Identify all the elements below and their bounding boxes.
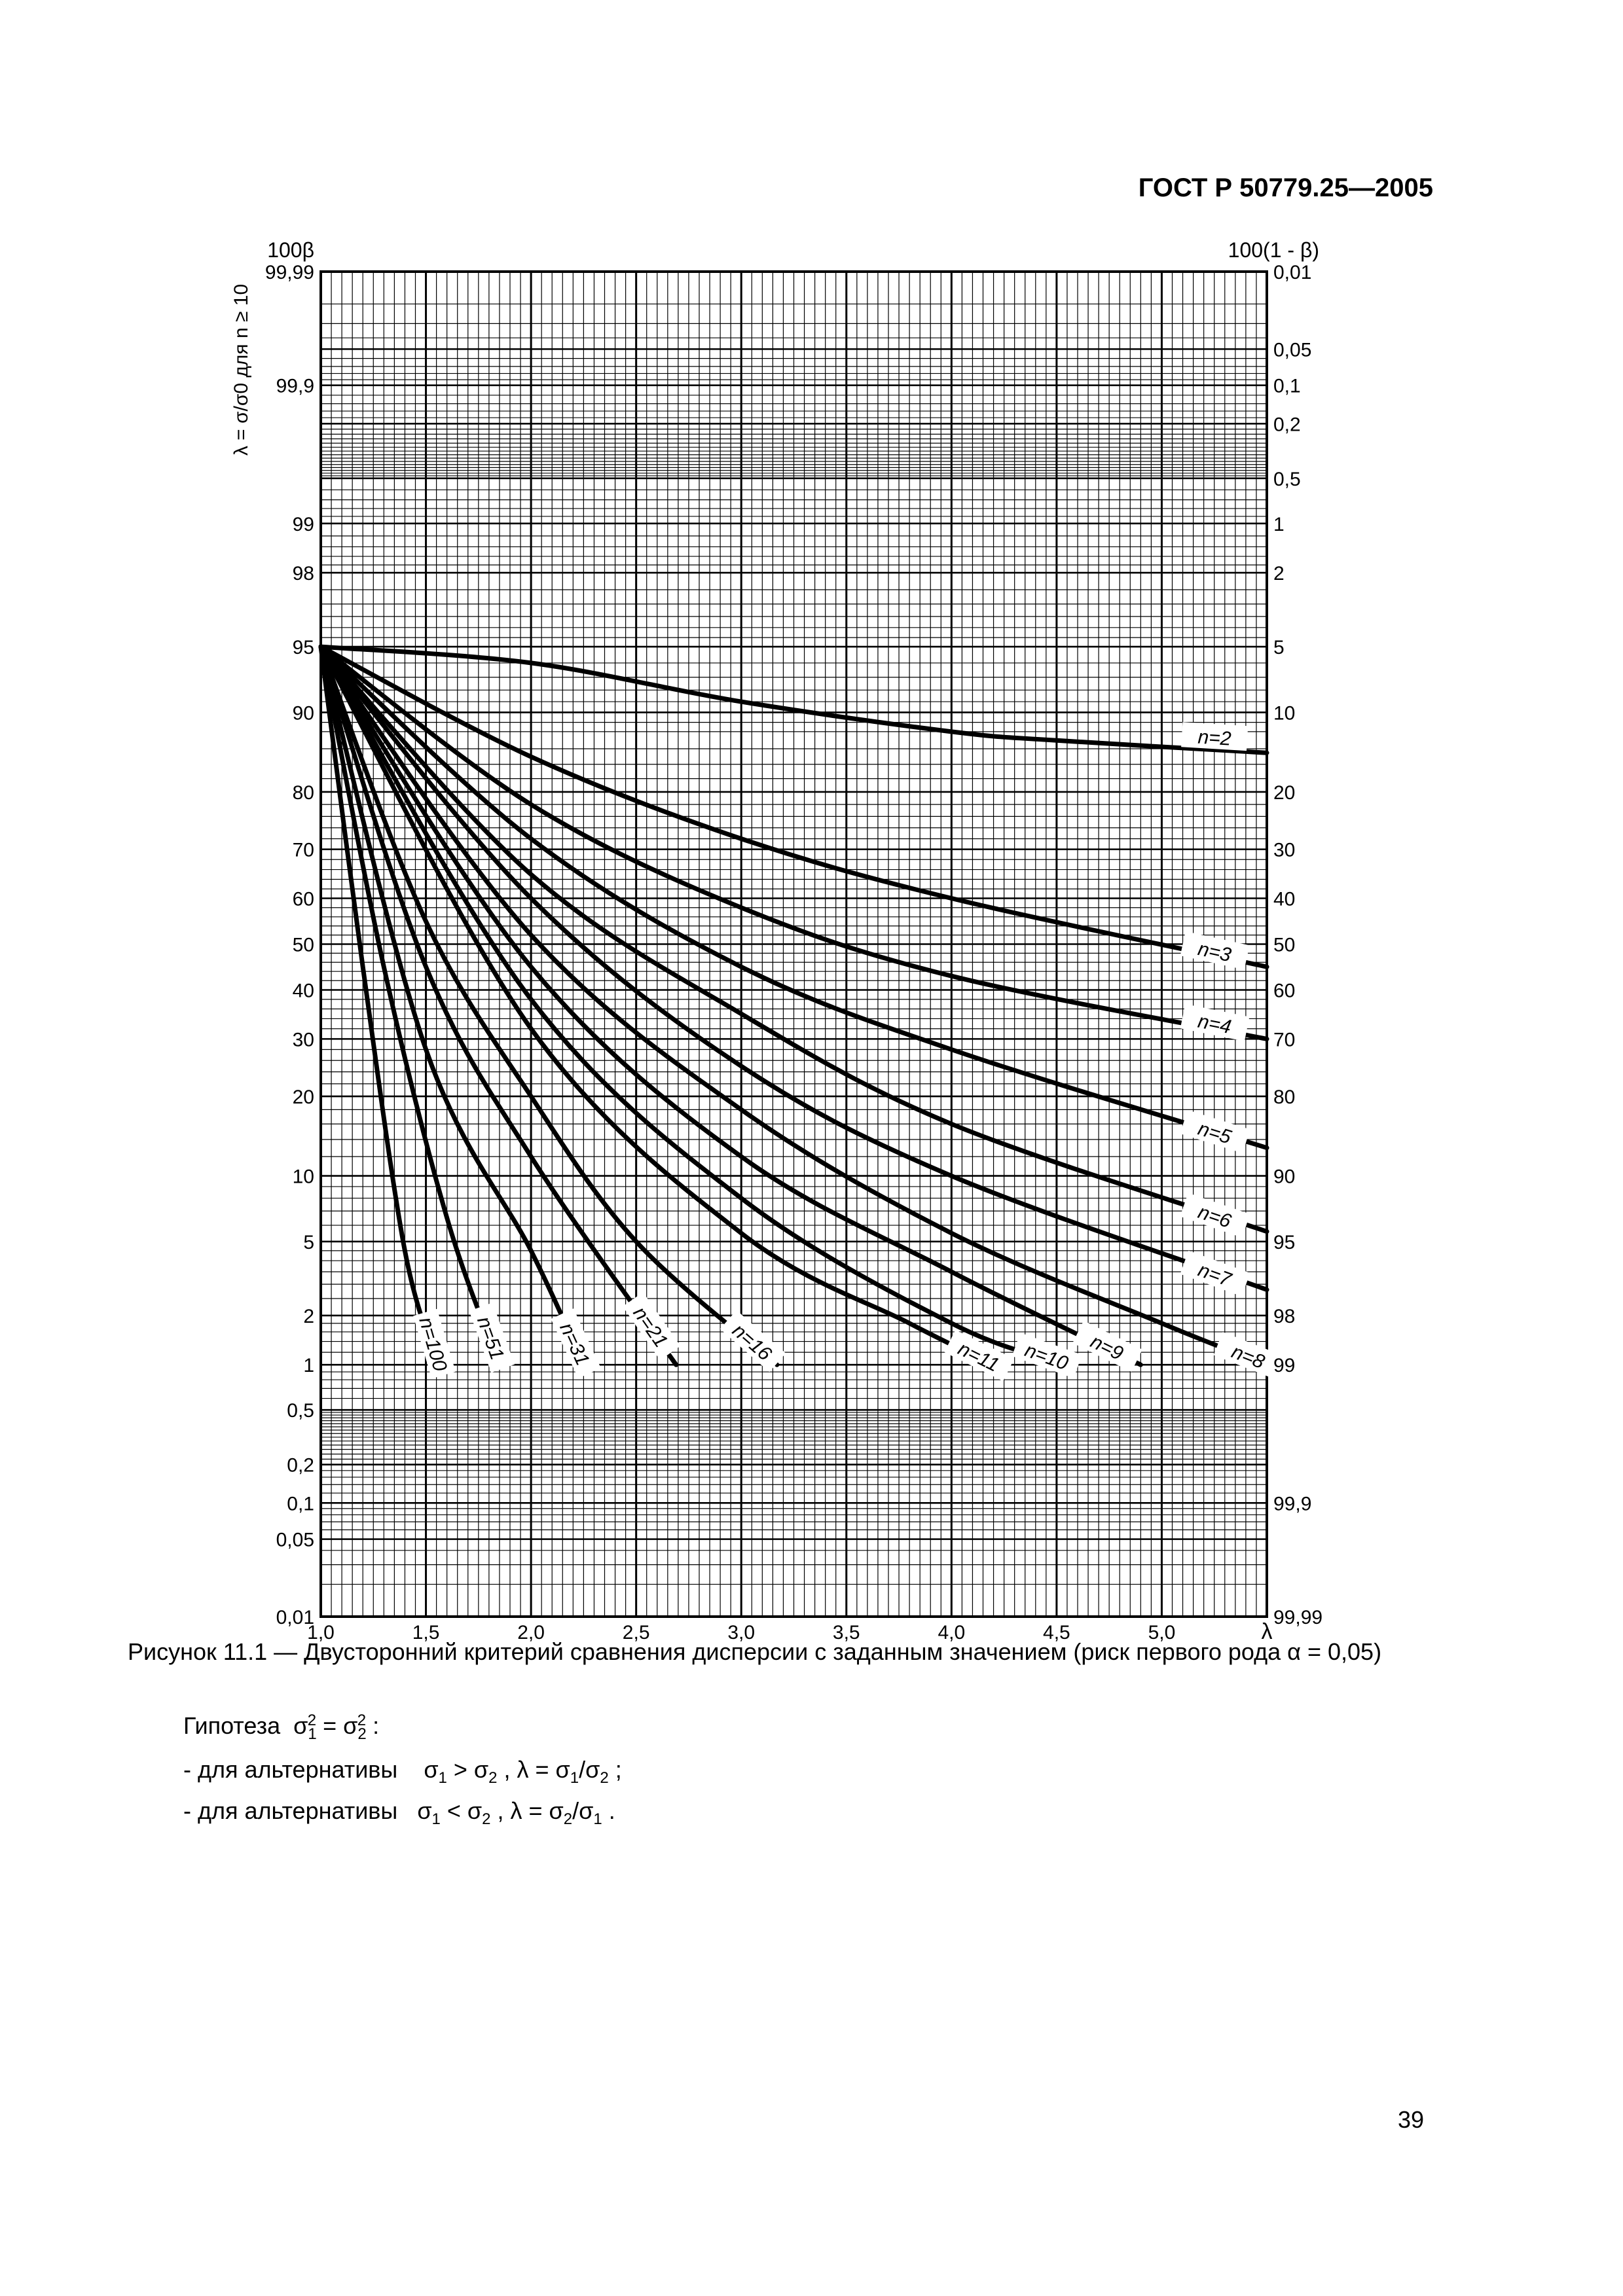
- page-number: 39: [1398, 2106, 1425, 2133]
- series-label: n=31: [555, 1319, 594, 1369]
- right-tick-label: 10: [1273, 702, 1296, 725]
- series-label-group: [623, 1292, 680, 1360]
- left-tick-label: 90: [292, 702, 314, 725]
- series-label: n=100: [414, 1314, 451, 1374]
- right-tick-label: 0,05: [1273, 339, 1312, 361]
- right-tick-label: 30: [1273, 839, 1296, 861]
- series-label: n=7: [1195, 1259, 1234, 1291]
- left-tick-label: 80: [292, 781, 314, 804]
- alternative-line-1: - для альтернативы $\sigma_1 > \sigma_2$ , $\lambda = \sigma_1/\sigma_2$ ;: [183, 1756, 622, 1787]
- left-tick-label: 98: [292, 563, 314, 585]
- y-axis-label-right: 100(1 - β): [1228, 238, 1319, 262]
- series-label: n=8: [1228, 1340, 1268, 1374]
- left-tick-label: 2: [303, 1305, 314, 1327]
- series-label: n=6: [1195, 1201, 1234, 1232]
- x-tick-label: 2,0: [517, 1622, 545, 1643]
- right-tick-label: 80: [1273, 1086, 1296, 1109]
- alternative-2-prefix: - для альтернативы: [183, 1797, 398, 1824]
- series-label: n=11: [955, 1338, 1003, 1376]
- left-tick-label: 99,9: [276, 375, 314, 397]
- series-label: n=3: [1195, 938, 1233, 967]
- left-tick-label: 1: [303, 1355, 314, 1377]
- right-tick-label: 5: [1273, 637, 1285, 659]
- series-label-group: [1180, 1110, 1250, 1153]
- series-label: n=10: [1021, 1339, 1071, 1375]
- alternative-line-2: - для альтернативы $\sigma_1 < \sigma_2$ , $\lambda = \sigma_2/\sigma_1$ .: [183, 1797, 615, 1829]
- right-tick-label: 20: [1273, 781, 1296, 804]
- series-label-group: [1012, 1333, 1082, 1378]
- right-tick-label: 60: [1273, 980, 1296, 1002]
- right-tick-label: 2: [1273, 563, 1285, 585]
- alternative-1-prefix: - для альтернативы: [183, 1756, 398, 1783]
- figure-caption: Рисунок 11.1 — Двусторонний критерий сравнения дисперсии с заданным значением (риск первого рода α = 0,05): [128, 1638, 1382, 1665]
- series-label: n=4: [1195, 1010, 1233, 1039]
- series-label-group: [413, 1309, 456, 1379]
- left-tick-label: 30: [292, 1029, 314, 1051]
- left-tick-label: 70: [292, 839, 314, 861]
- right-tick-label: 0,01: [1273, 262, 1312, 283]
- series-labels: [413, 722, 1284, 1381]
- x-tick-label: 5,0: [1148, 1622, 1176, 1643]
- series-label-group: [1180, 1004, 1250, 1041]
- left-tick-label: 0,5: [287, 1400, 314, 1422]
- right-tick-label: 50: [1273, 934, 1296, 956]
- left-tick-label: 40: [292, 980, 314, 1002]
- hypothesis-title: Гипотеза: [183, 1712, 281, 1739]
- right-tick-label: 99,99: [1273, 1607, 1323, 1628]
- series-label: n=9: [1087, 1331, 1127, 1365]
- right-tick-label: 99,9: [1273, 1493, 1312, 1515]
- series-label-group: [1181, 722, 1248, 751]
- right-tick-label: 40: [1273, 888, 1296, 910]
- series-label: n=5: [1195, 1117, 1234, 1149]
- x-tick-label: 3,0: [727, 1622, 756, 1643]
- x-axis-label: λ: [1261, 1619, 1273, 1644]
- left-tick-label: 60: [292, 888, 314, 910]
- series-label: n=51: [473, 1314, 508, 1363]
- left-tick-label: 0,05: [276, 1529, 314, 1551]
- left-tick-label: 95: [292, 637, 314, 659]
- left-tick-label: 99: [292, 513, 314, 535]
- series-label: n=21: [629, 1302, 672, 1352]
- right-tick-label: 0,1: [1273, 375, 1301, 397]
- left-tick-label: 10: [292, 1166, 314, 1188]
- series-label-group: [1180, 1251, 1250, 1297]
- left-tick-label: 0,01: [276, 1607, 314, 1628]
- series-label-group: [469, 1302, 515, 1372]
- left-tick-label: 0,2: [287, 1454, 314, 1477]
- left-tick-label: 50: [292, 934, 314, 956]
- x-tick-label: 4,0: [938, 1622, 966, 1643]
- right-tick-label: 95: [1273, 1231, 1296, 1253]
- series-label-group: [551, 1308, 600, 1378]
- series-label: n=16: [728, 1319, 776, 1365]
- x-tick-label: 2,5: [622, 1622, 650, 1643]
- right-tick-label: 0,5: [1273, 468, 1301, 490]
- left-tick-label: 20: [292, 1086, 314, 1109]
- right-tick-label: 99: [1273, 1355, 1296, 1377]
- right-tick-label: 98: [1273, 1305, 1296, 1327]
- series-label-group: [1180, 1193, 1250, 1238]
- left-tick-label: 5: [303, 1231, 314, 1253]
- series-label: n=2: [1197, 726, 1232, 750]
- x-tick-label: 3,5: [832, 1622, 860, 1643]
- right-tick-label: 90: [1273, 1166, 1296, 1188]
- left-tick-label: 0,1: [287, 1493, 314, 1515]
- right-tick-label: 1: [1273, 513, 1285, 535]
- right-tick-label: 0,2: [1273, 414, 1301, 436]
- x-tick-label: 4,5: [1043, 1622, 1070, 1643]
- x-tick-label: 1,0: [307, 1622, 335, 1643]
- left-tick-label: 99,99: [264, 262, 314, 283]
- right-tick-label: 70: [1273, 1029, 1296, 1051]
- document-header: ГОСТ Р 50779.25—2005: [1138, 173, 1433, 202]
- vertical-lambda-label: [230, 284, 252, 456]
- x-tick-label: 1,5: [412, 1622, 440, 1643]
- hypothesis-line: Гипотеза $\sigma_1^2 = \sigma_2^2$ :: [183, 1712, 380, 1744]
- vertical-lambda-text: λ = σ/σ0 для n ≥ 10: [230, 283, 252, 456]
- series-label-group: [1180, 931, 1250, 969]
- y-axis-label-left: 100β: [267, 238, 314, 262]
